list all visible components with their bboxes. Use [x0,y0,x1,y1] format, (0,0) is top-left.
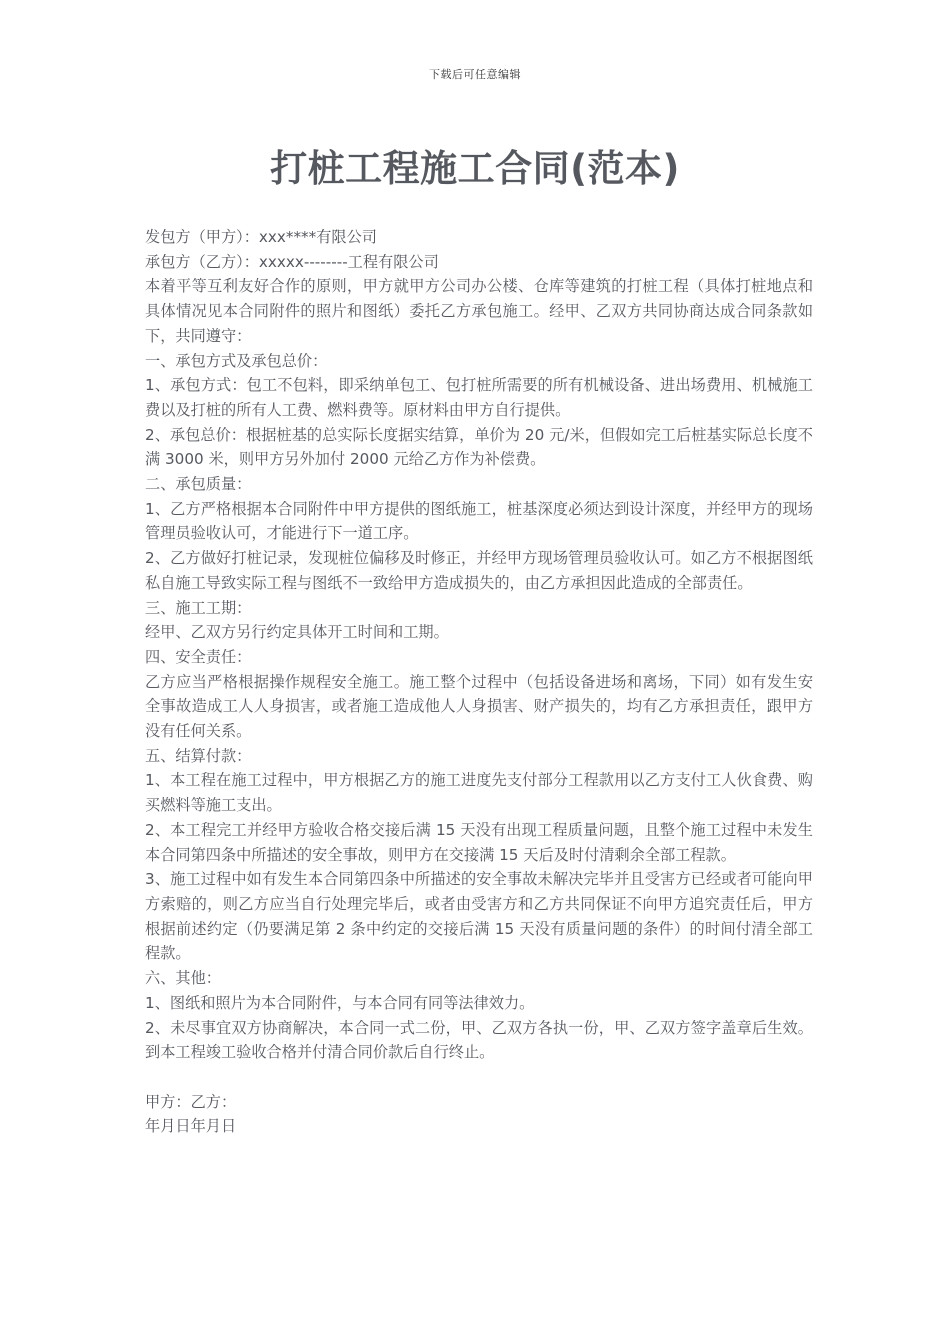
clause-2-1: 1、乙方严格根据本合同附件中甲方提供的图纸施工，桩基深度必须达到设计深度，并经甲方的现场管理员验收认可，才能进行下一道工序。 [145,499,813,543]
blank-line [145,1065,813,1090]
clause-1-1: 1、承包方式：包工不包料，即采纳单包工、包打桩所需要的所有机械设备、进出场费用、机械施工费以及打桩的所有人工费、燃料费等。原材料由甲方自行提供。 [145,376,813,419]
clause-5-1: 1、本工程在施工过程中，甲方根据乙方的施工进度先支付部分工程款用以乙方支付工人伙食费、购买燃料等施工支出。 [145,771,813,815]
clause-2-2: 2、乙方做好打桩记录，发现桩位偏移及时修正，并经甲方现场管理员验收认可。如乙方不根据图纸私自施工导致实际工程与图纸不一致给甲方造成损失的，由乙方承担因此造成的全部责任。 [145,549,813,592]
intro-paragraph: 本着平等互利友好合作的原则，甲方就甲方公司办公楼、仓库等建筑的打桩工程（具体打桩地点和具体情况见本合同附件的照片和图纸）委托乙方承包施工。经甲、乙双方共同协商达成合同条款如下，共同遵守： [145,277,813,345]
section-heading-2: 二、承包质量： [145,475,252,494]
signature-parties: 甲方：乙方： [145,1092,237,1111]
party-a-line: 发包方（甲方）：xxx****有限公司 [145,228,377,246]
clause-3: 经甲、乙双方另行约定具体开工时间和工期。 [145,623,449,642]
section-heading-1: 一、承包方式及承包总价： [145,351,328,370]
clause-5-3: 3、施工过程中如有发生本合同第四条中所描述的安全事故未解决完毕并且受害方已经或者可能向甲方索赔的，则乙方应当自行处理完毕后，或者由受害方和乙方共同保证不向甲方追究责任后，甲方根据前述约定（仍要满足第 2 条中约定的交接后满 15 天没有质量问题的条件）的时间付清全部工程款。 [145,870,813,963]
document-title: 打桩工程施工合同(范本) [270,147,680,190]
section-heading-6: 六、其他： [145,969,221,988]
contract-body [145,225,813,1139]
clause-6-1: 1、图纸和照片为本合同附件，与本合同有同等法律效力。 [145,993,535,1012]
clause-4: 乙方应当严格根据操作规程安全施工。施工整个过程中（包括设备进场和离场，下同）如有发生安全事故造成工人人身损害，或者施工造成他人人身损害、财产损失的，均有乙方承担责任，跟甲方没有任何关系。 [145,672,813,741]
header-note: 下载后可任意编辑 [429,68,521,81]
clause-5-2: 2、本工程完工并经甲方验收合格交接后满 15 天没有出现工程质量问题，且整个施工过程中未发生本合同第四条中所描述的安全事故，则甲方在交接满 15 天后及时付清剩余全部工程款。 [145,820,813,864]
clause-6-2: 2、未尽事宜双方协商解决，本合同一式二份，甲、乙双方各执一份，甲、乙双方签字盖章后生效。到本工程竣工验收合格并付清合同价款后自行终止。 [145,1018,813,1062]
section-heading-4: 四、安全责任： [145,647,252,666]
party-b-line: 承包方（乙方）：xxxxx--------工程有限公司 [145,252,439,271]
section-heading-3: 三、施工工期： [145,598,252,617]
clause-1-2: 2、承包总价：根据桩基的总实际长度据实结算，单价为 20 元/米，但假如完工后桩基实际总长度不满 3000 米，则甲方另外加付 2000 元给乙方作为补偿费。 [145,425,813,469]
signature-dates: 年月日年月日 [145,1117,237,1136]
section-heading-5: 五、结算付款： [145,746,252,765]
